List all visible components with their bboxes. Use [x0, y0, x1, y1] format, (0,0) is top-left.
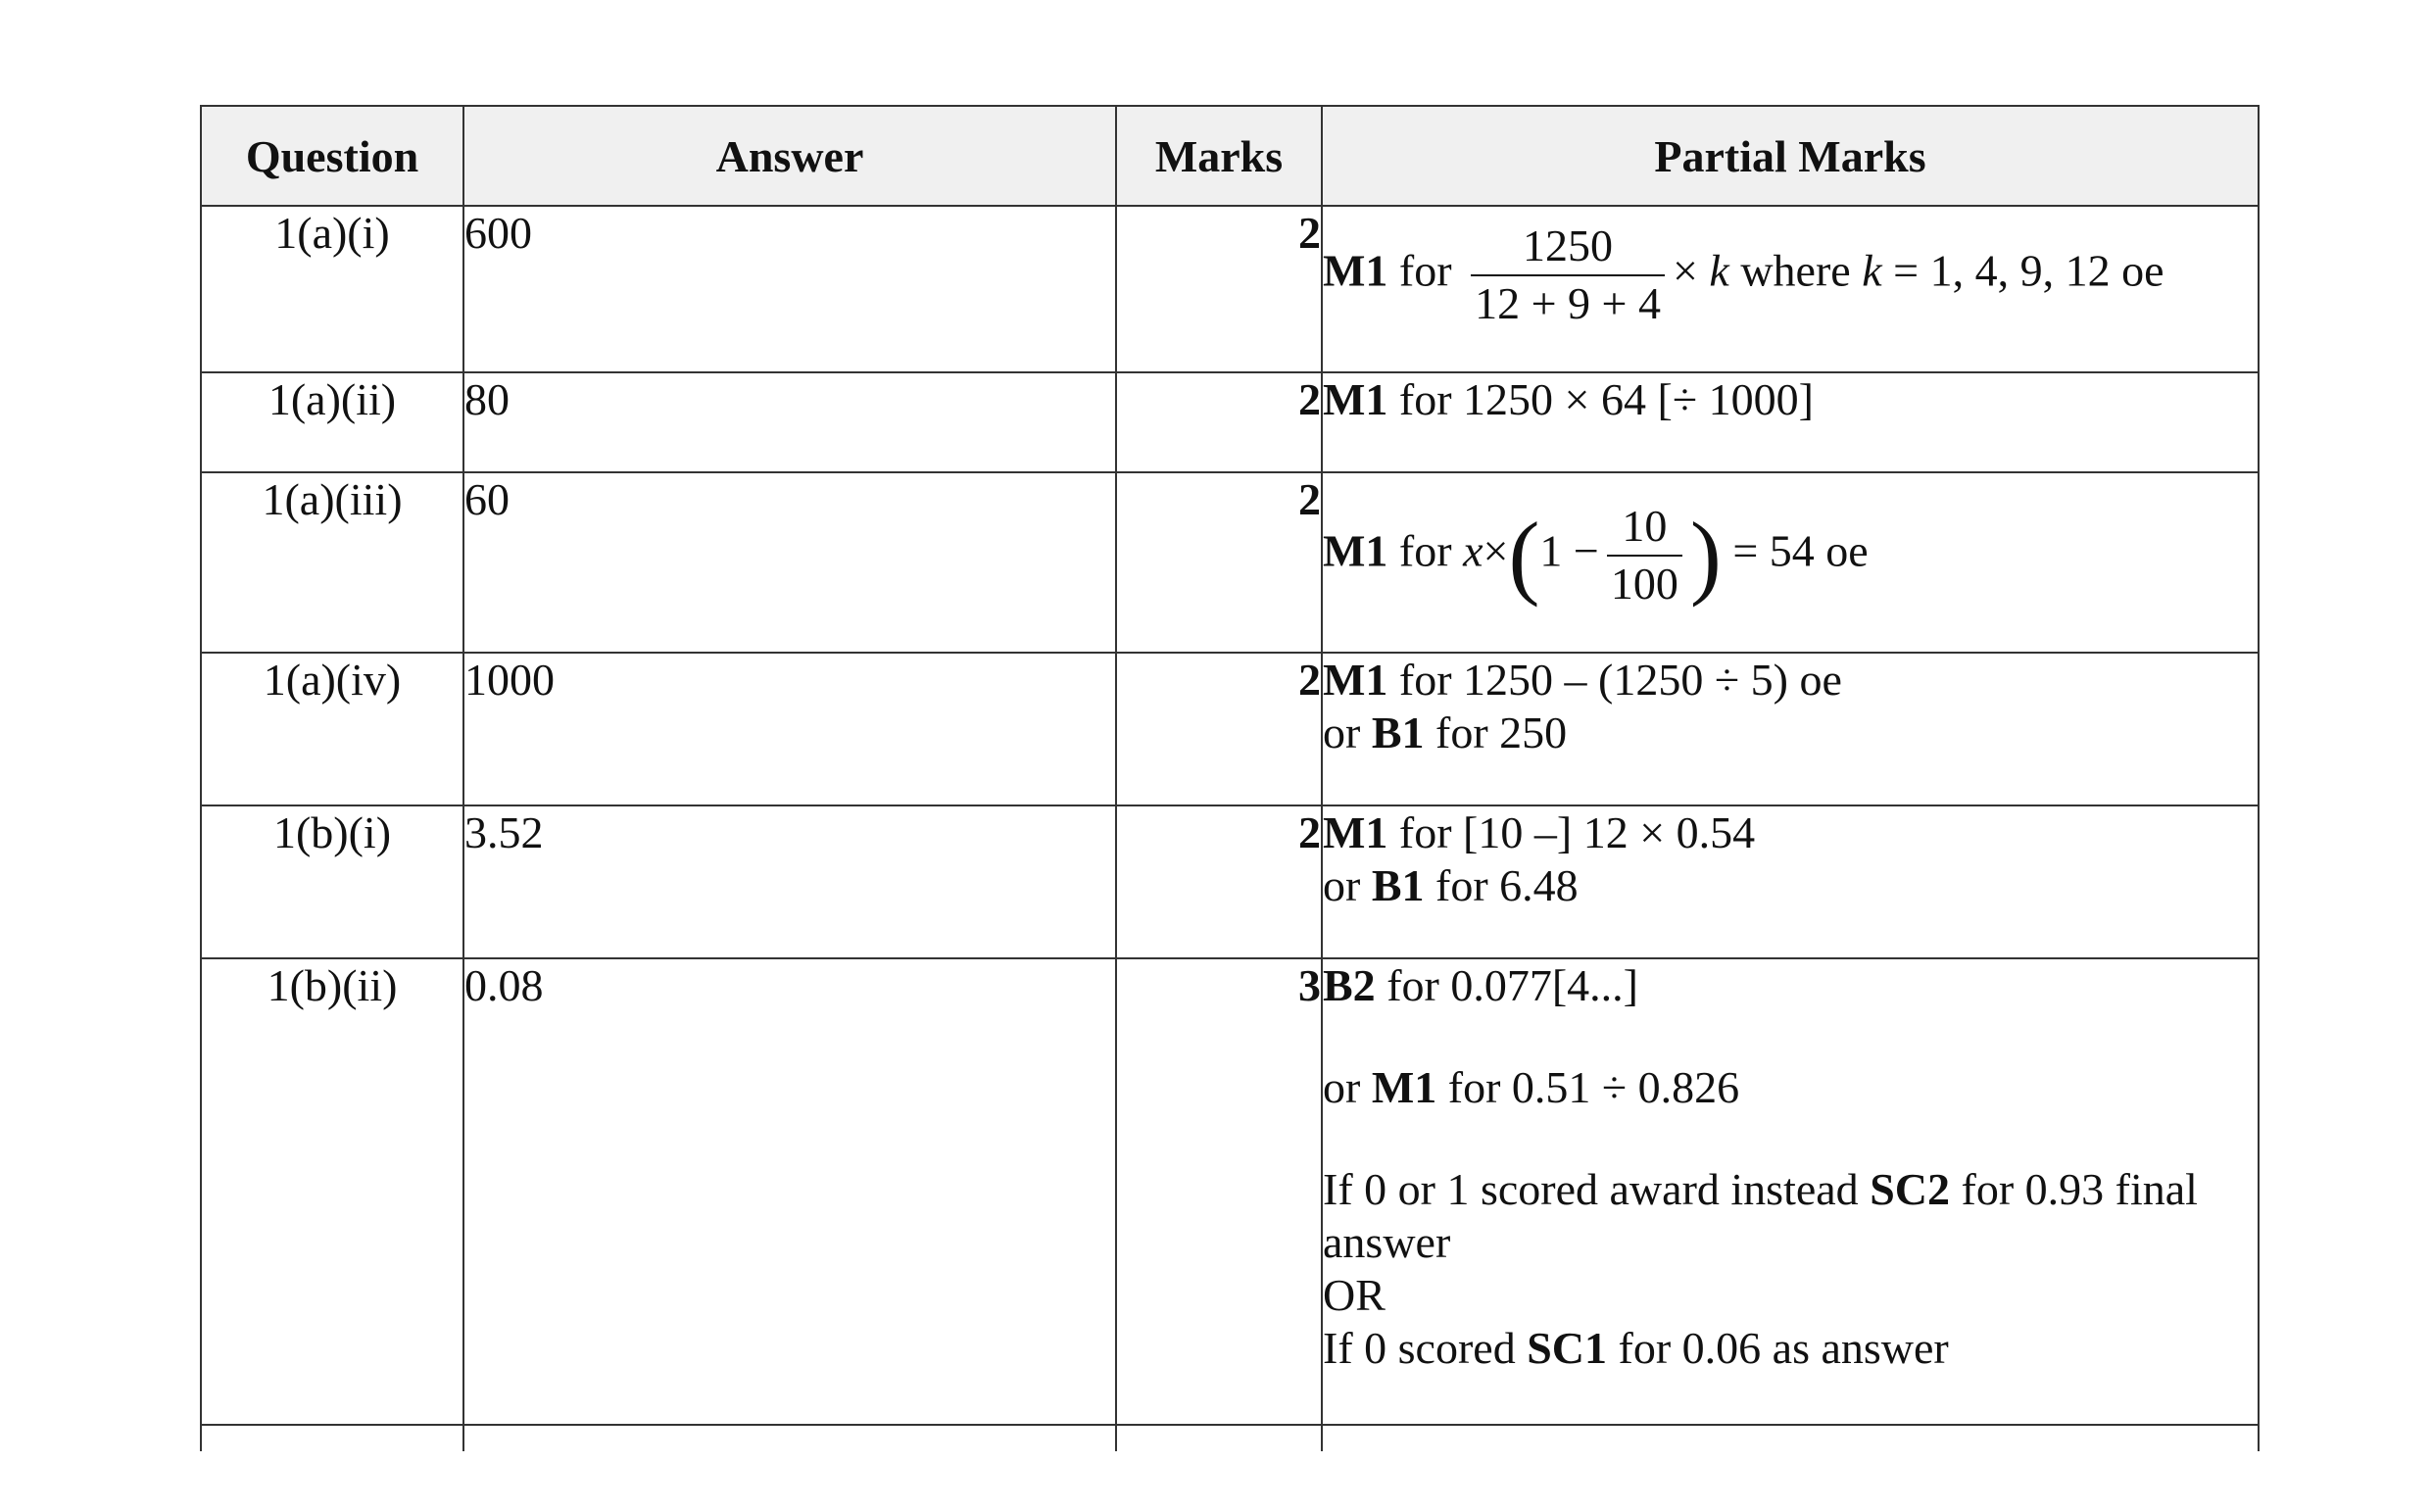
table-row: [201, 958, 2259, 1425]
answer-cell: 1000: [463, 653, 1116, 805]
question-cell: 1(a)(iv): [201, 653, 463, 805]
mark-code: B2: [1323, 960, 1376, 1010]
mark-code: M1: [1323, 245, 1388, 296]
mark-code: M1: [1323, 374, 1388, 424]
partial-marks-cell: M1 for 1250 – (1250 ÷ 5) oe or B1 for 250: [1322, 653, 2259, 805]
table-row: [201, 805, 2259, 958]
table-row: [201, 206, 2259, 372]
mark-code: B1: [1371, 707, 1425, 757]
fraction: $\frac{10}{100}$: [1607, 501, 1682, 610]
marks-cell: 2: [1116, 653, 1322, 805]
answer-cell: 0.08: [463, 958, 1116, 1425]
header-marks: Marks: [1116, 106, 1322, 206]
mark-code: M1: [1371, 1062, 1437, 1112]
table-row-partial: [201, 1425, 2259, 1451]
question-cell: 1(a)(ii): [201, 372, 463, 472]
mark-code: M1: [1323, 655, 1388, 705]
header-question: Question: [201, 106, 463, 206]
answer-cell: 600: [463, 206, 1116, 372]
header-answer: Answer: [463, 106, 1116, 206]
fraction: $\frac{1250}{12 + 9 + 4}$: [1471, 220, 1665, 330]
question-cell: 1(b)(ii): [201, 958, 463, 1425]
marks-cell: 3: [1116, 958, 1322, 1425]
mark-code: SC2: [1870, 1164, 1950, 1214]
answer-cell: 80: [463, 372, 1116, 472]
header-row: [201, 106, 2259, 206]
partial-marks-cell: M1 for x×(1 − $\frac{10}{100}$ ) = 54 oe: [1322, 472, 2259, 653]
partial-marks-cell: M1 for [10 –] 12 × 0.54 or B1 for 6.48: [1322, 805, 2259, 958]
marks-cell: 2: [1116, 805, 1322, 958]
mark-scheme-table: [200, 105, 2260, 1451]
header-partial-marks: Partial Marks: [1322, 106, 2259, 206]
question-cell: 1(a)(iii): [201, 472, 463, 653]
mark-code: SC1: [1527, 1323, 1608, 1373]
table-row: [201, 472, 2259, 653]
marks-cell: 2: [1116, 372, 1322, 472]
mark-code: B1: [1371, 860, 1425, 910]
marks-cell: 2: [1116, 206, 1322, 372]
mark-code: M1: [1323, 525, 1388, 576]
table-row: [201, 653, 2259, 805]
mark-code: M1: [1323, 807, 1388, 857]
answer-cell: 60: [463, 472, 1116, 653]
question-cell: 1(a)(i): [201, 206, 463, 372]
marks-cell: 2: [1116, 472, 1322, 653]
partial-marks-cell: B2 for 0.077[4...] or M1 for 0.51 ÷ 0.826 If 0 or 1 scored award instead SC2 for 0.93 final answer OR If 0 scored SC1 for 0.06 as answer: [1322, 958, 2259, 1425]
partial-marks-cell: M1 for $\frac{1250}{12 + 9 + 4}$ × k where k = 1, 4, 9, 12 oe: [1322, 206, 2259, 372]
partial-marks-cell: M1 for 1250 × 64 [÷ 1000]: [1322, 372, 2259, 472]
answer-cell: 3.52: [463, 805, 1116, 958]
question-cell: 1(b)(i): [201, 805, 463, 958]
table-row: [201, 372, 2259, 472]
